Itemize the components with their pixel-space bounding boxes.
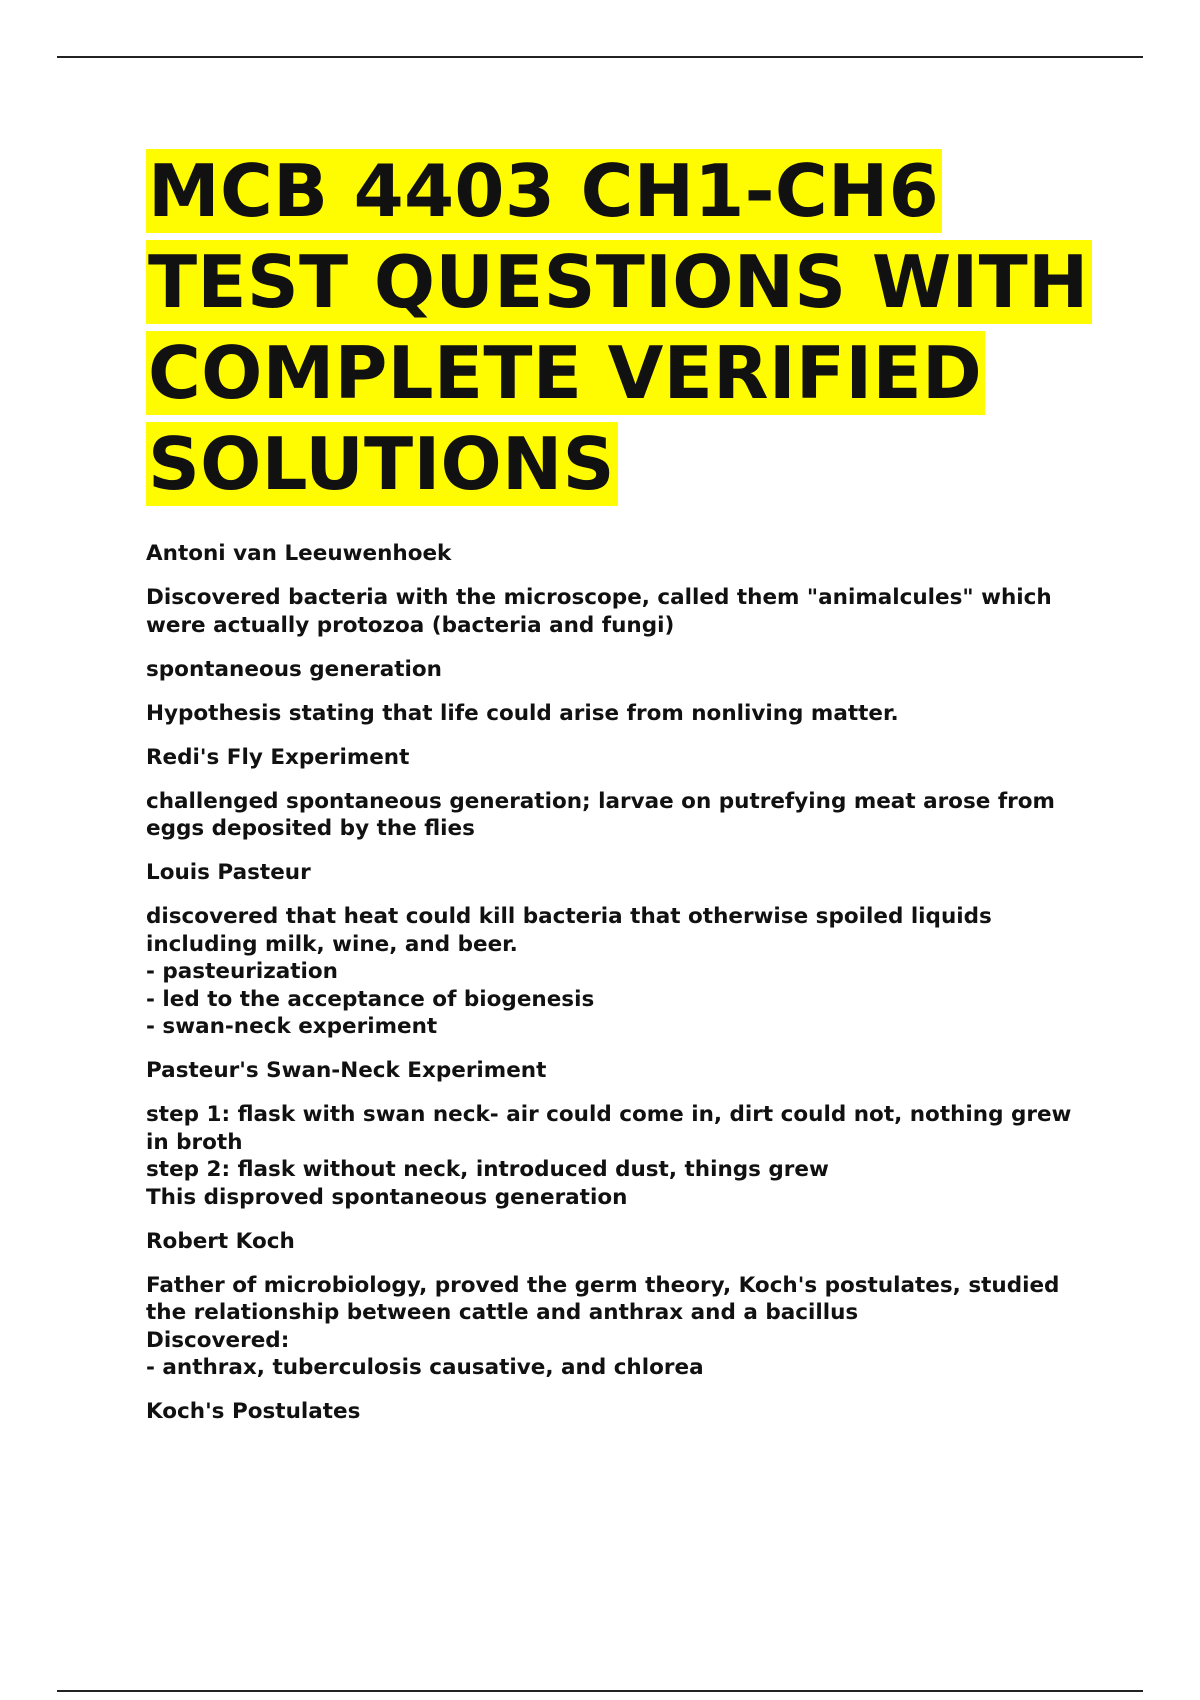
definition: step 1: flask with swan neck- air could come in, dirt could not, nothing grew in broth step 2: flask without neck, introduced dust, things grew This disproved spontaneous generation	[146, 1102, 1072, 1210]
document-title-text: MCB 4403 CH1-CH6 TEST QUESTIONS WITH COMPLETE VERIFIED SOLUTIONS	[146, 149, 1092, 506]
term: Redi's Fly Experiment	[146, 744, 410, 770]
footer-rule	[57, 1690, 1143, 1692]
document-title	[146, 146, 1096, 510]
header-rule	[57, 56, 1143, 58]
term: Pasteur's Swan-Neck Experiment	[146, 1058, 547, 1083]
definition: discovered that heat could kill bacteria that otherwise spoiled liquids including milk, wine, and beer. - pasteurization - led to the acceptance of biogenesis - swan-neck experiment	[146, 904, 992, 1039]
definition: Hypothesis stating that life could arise from nonliving matter.	[146, 700, 899, 726]
term: Louis Pasteur	[146, 860, 311, 885]
term: Antoni van Leeuwenhoek	[146, 541, 452, 566]
term: Robert Koch	[146, 1228, 295, 1254]
term: Koch's Postulates	[146, 1399, 361, 1424]
term: spontaneous generation	[146, 656, 442, 682]
document-body	[146, 146, 1096, 1442]
definition: challenged spontaneous generation; larvae on putrefying meat arose from eggs deposited by the flies	[146, 788, 1055, 841]
definition: Discovered bacteria with the microscope, called them "animalcules" which were actually protozoa (bacteria and fungi)	[146, 585, 1052, 638]
definition: Father of microbiology, proved the germ theory, Koch's postulates, studied the relationship between cattle and anthrax and a bacillus Discovered: - anthrax, tuberculosis causative, and chlorea	[146, 1272, 1060, 1380]
